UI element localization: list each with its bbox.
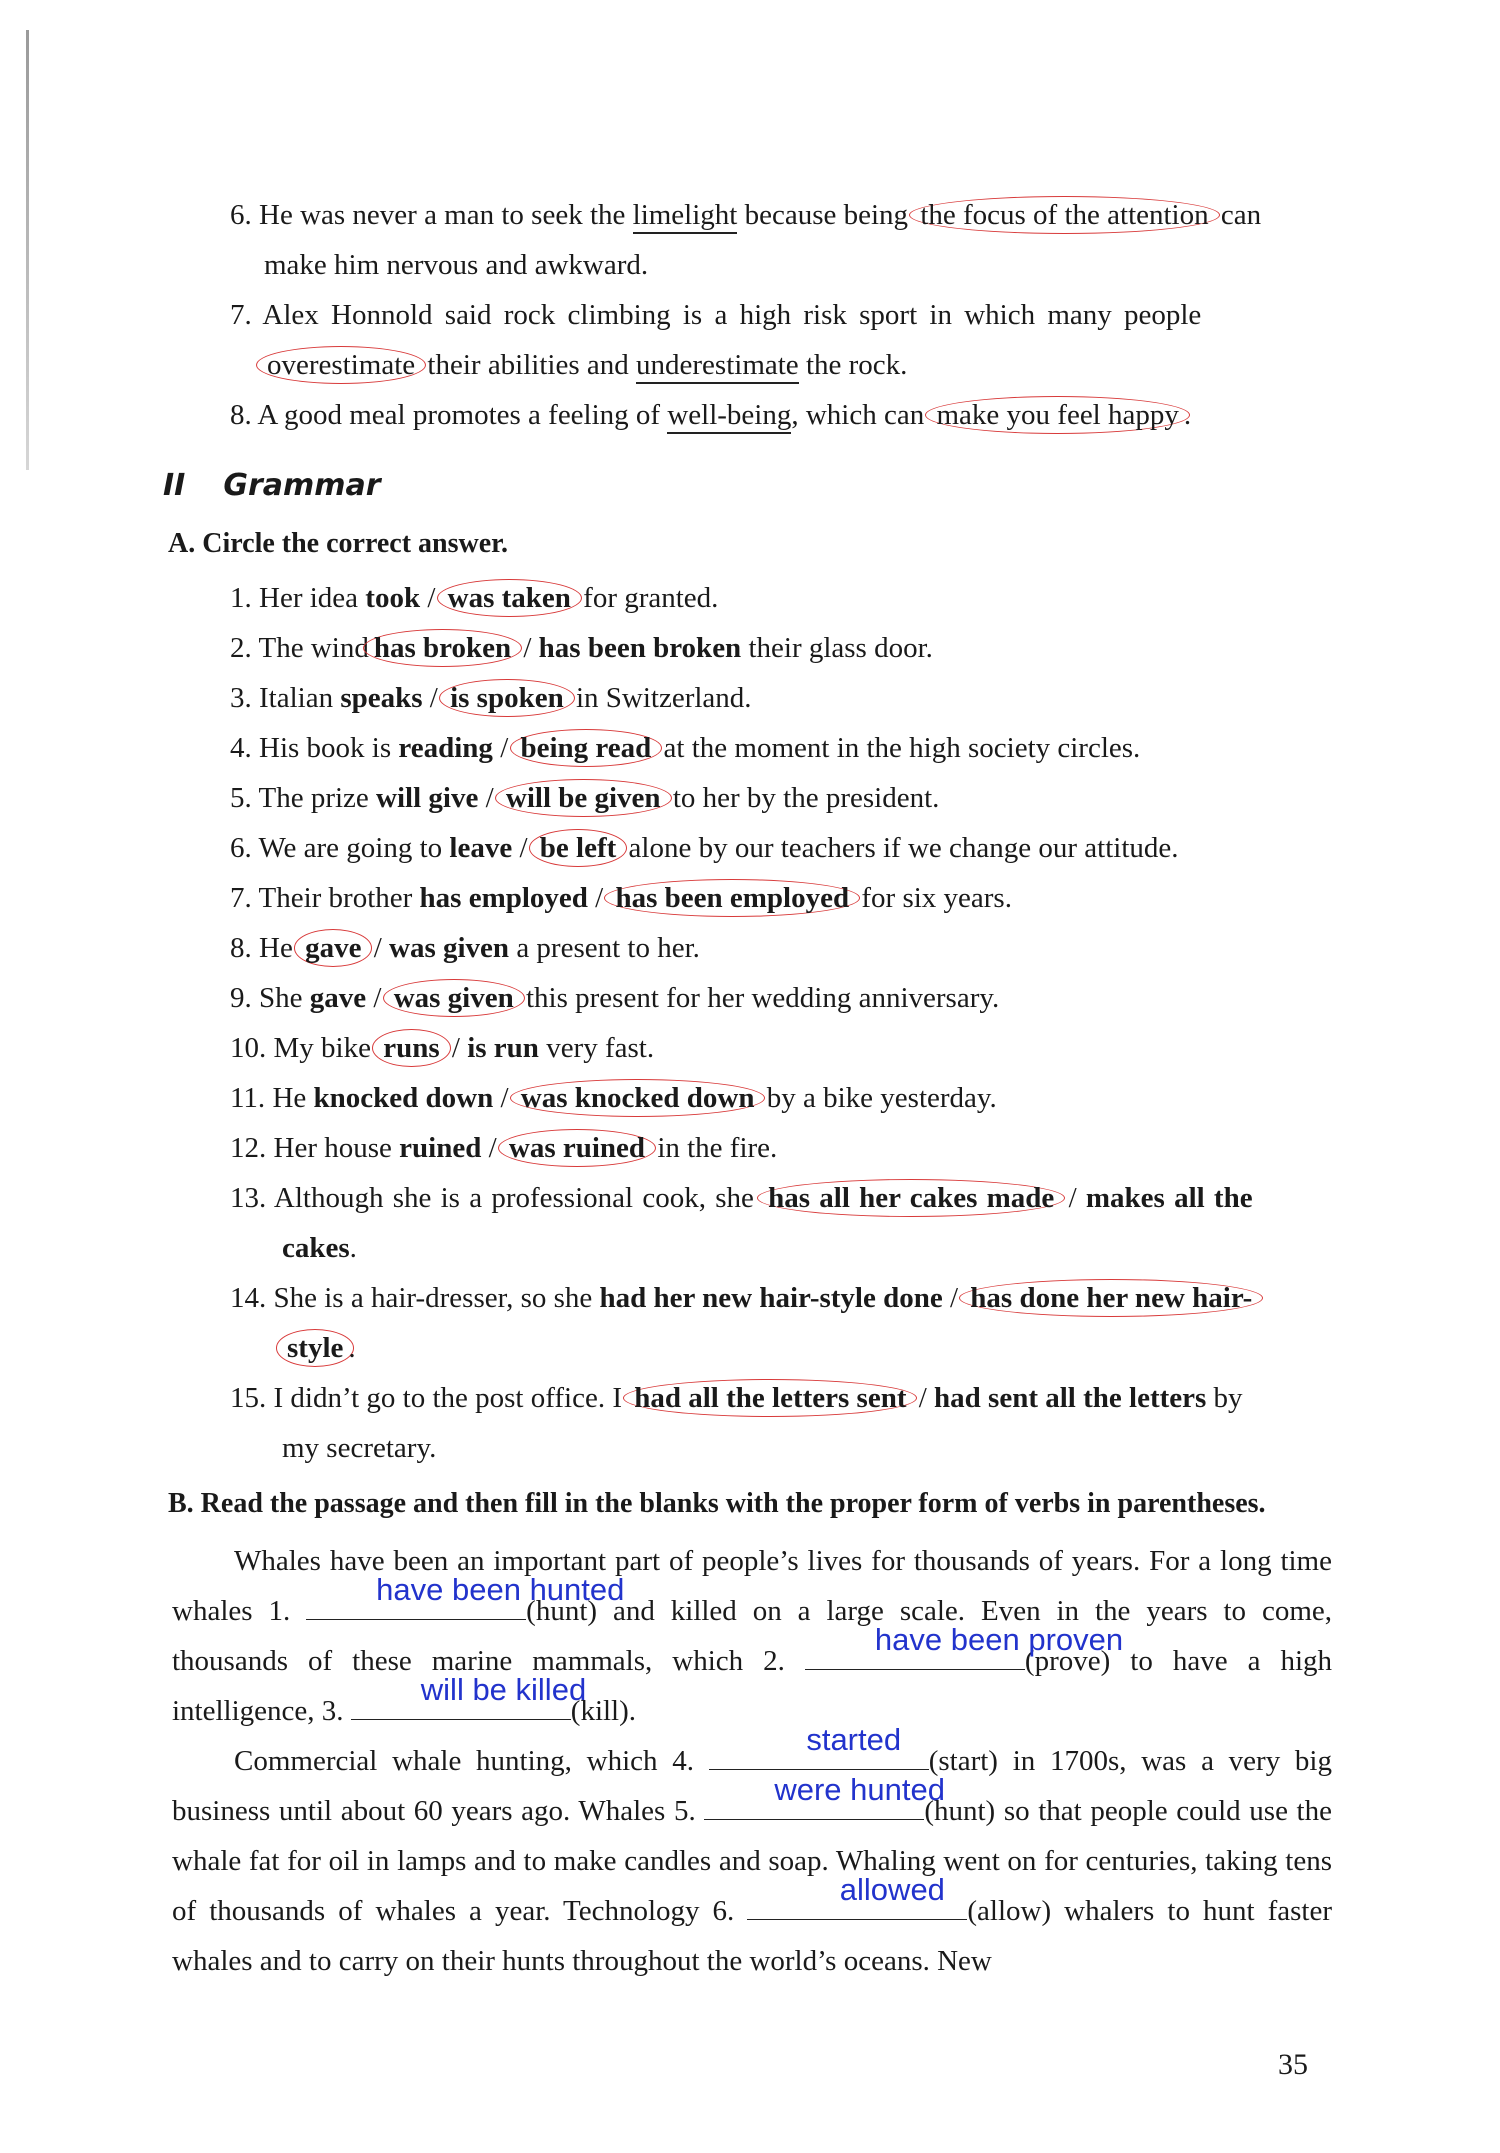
circled-answer: was taken <box>437 579 582 617</box>
page-number: 35 <box>1278 2048 1308 2081</box>
circled-answer: was knocked down <box>510 1079 766 1117</box>
circled-answer: style <box>276 1329 354 1367</box>
blank-1[interactable] <box>306 1572 625 1620</box>
underlined-word: limelight <box>633 199 738 234</box>
passage-paragraph-1: Whales have been an important part of people’s lives for thousands of years. For a long time whales 1. have been hunted (hunt) and killed on a large scale. Even in the years to come, thousands of these marine mammals, which 2. have been proven (prove) to have a high intelligence, 3. will be killed (kill). <box>172 1545 1333 1727</box>
blank-6[interactable] <box>747 1872 967 1920</box>
grammar-item-10: 10. My bike runs / is run very fast. <box>230 1028 1330 1068</box>
circled-answer: is spoken <box>439 679 575 717</box>
grammar-item-13: 13. Although she is a professional cook, she has all her cakes made / makes all the <box>230 1178 1330 1218</box>
circled-answer: make you feel happy <box>925 396 1189 434</box>
blank-3[interactable] <box>351 1672 587 1720</box>
handwritten-answer: started <box>806 1722 902 1757</box>
underlined-word: underestimate <box>636 349 799 384</box>
circled-answer: has broken <box>363 629 522 667</box>
passage-paragraph-2: Commercial whale hunting, which 4. started (start) in 1700s, was a very big business until about 60 years ago. Whales 5. were hunted (hunt) so that people could use the whale fat for oil in lamps and to make candles and soap. Whaling went on for centuries, taking tens of thousands of whales a year. Technology 6. allowed (allow) whalers to hunt faster whales and to carry on their hunts throughout the world’s oceans. New <box>172 1736 1332 1986</box>
grammar-item-9: 9. She gave / was given this present for her wedding anniversary. <box>230 978 1330 1018</box>
circled-answer: overestimate <box>256 346 426 384</box>
grammar-item-6: 6. We are going to leave / be left alone by our teachers if we change our attitude. <box>230 828 1330 868</box>
grammar-item-1: 1. Her idea took / was taken for granted. <box>230 578 1330 618</box>
grammar-item-12: 12. Her house ruined / was ruined in the fire. <box>230 1128 1330 1168</box>
grammar-item-15-cont: my secretary. <box>282 1432 437 1464</box>
grammar-item-7: 7. Their brother has employed / has been employed for six years. <box>230 878 1330 918</box>
vocab-item-8: 8. A good meal promotes a feeling of well-being, which can make you feel happy . <box>230 395 1330 435</box>
part-a-heading: A. Circle the correct answer. <box>168 528 509 559</box>
circled-answer: was given <box>383 979 525 1017</box>
circled-answer: runs <box>372 1029 450 1067</box>
circled-answer: was ruined <box>498 1129 656 1167</box>
underlined-word: well-being <box>667 399 791 434</box>
grammar-item-15: 15. I didn’t go to the post office. I had all the letters sent / had sent all the letters by <box>230 1378 1330 1418</box>
circled-answer: the focus of the attention <box>909 196 1219 234</box>
blank-2[interactable] <box>805 1622 1124 1670</box>
vocab-item-6: 6. He was never a man to seek the limelight because being the focus of the attention can <box>230 195 1330 235</box>
section-heading: II Grammar <box>163 468 381 503</box>
handwritten-answer: allowed <box>839 1872 945 1907</box>
grammar-item-3: 3. Italian speaks / is spoken in Switzerland. <box>230 678 1330 718</box>
grammar-item-14: 14. She is a hair-dresser, so she had her new hair-style done / has done her new hair- <box>230 1278 1330 1318</box>
circled-answer: has done her new hair- <box>959 1279 1263 1317</box>
vocab-item-6-cont: make him nervous and awkward. <box>264 249 649 281</box>
grammar-item-14-cont: style . <box>282 1328 1382 1368</box>
handwritten-answer: have been hunted <box>376 1572 625 1607</box>
circled-answer: had all the letters sent <box>623 1379 917 1417</box>
circled-answer: has all her cakes made <box>757 1179 1065 1217</box>
grammar-item-11: 11. He knocked down / was knocked down by a bike yesterday. <box>230 1078 1330 1118</box>
vocab-item-7-cont: overestimate their abilities and underestimate the rock. <box>262 345 1362 385</box>
vocab-item-7: 7. Alex Honnold said rock climbing is a high risk sport in which many people <box>230 299 1202 331</box>
grammar-item-2: 2. The wind has broken / has been broken their glass door. <box>230 628 1330 668</box>
circled-answer: will be given <box>495 779 672 817</box>
grammar-item-5: 5. The prize will give / will be given to her by the president. <box>230 778 1330 818</box>
handwritten-answer: were hunted <box>774 1772 945 1807</box>
circled-answer: being read <box>510 729 663 767</box>
part-b-heading: B. Read the passage and then fill in the blanks with the proper form of verbs in parentheses. <box>168 1488 1266 1519</box>
grammar-item-4: 4. His book is reading / being read at the moment in the high society circles. <box>230 728 1330 768</box>
blank-5[interactable] <box>704 1772 945 1820</box>
grammar-item-13-cont: cakes. <box>282 1232 357 1264</box>
circled-answer: be left <box>529 829 628 867</box>
handwritten-answer: have been proven <box>874 1622 1124 1657</box>
handwritten-answer: will be killed <box>420 1672 587 1707</box>
circled-answer: gave <box>294 929 372 967</box>
grammar-item-8: 8. He gave / was given a present to her. <box>230 928 1330 968</box>
circled-answer: has been employed <box>604 879 860 917</box>
